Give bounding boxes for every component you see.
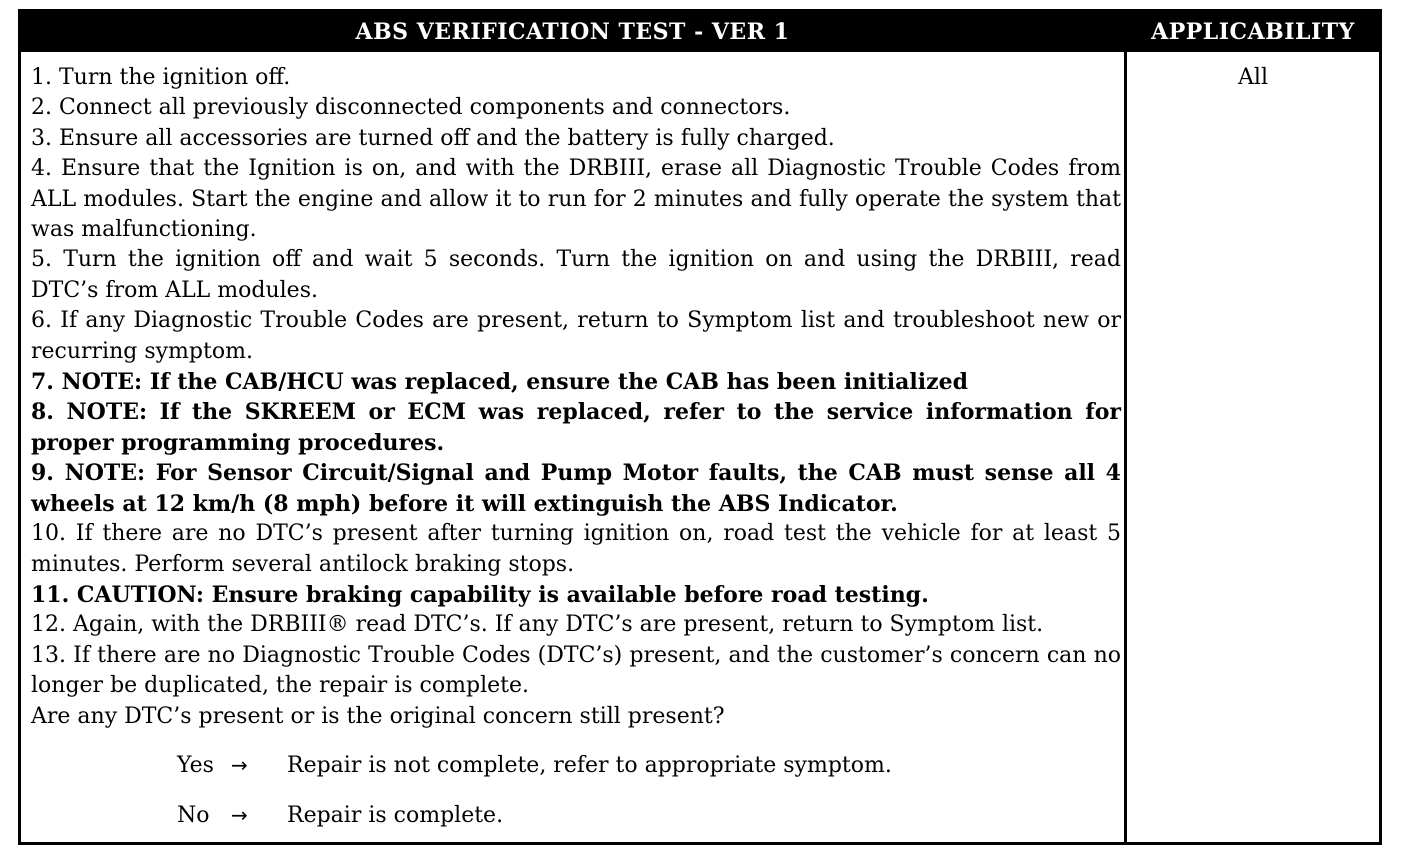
procedure-step: 8. NOTE: If the SKREEM or ECM was replaced, refer to the service information for proper programming procedures. (31, 399, 1121, 456)
answer-no (177, 800, 1121, 850)
procedure-step: 13. If there are no Diagnostic Trouble Codes (DTC’s) present, and the customer’s concern can no longer be duplicated, the repair is complete. (31, 642, 1121, 699)
procedure-step: 11. CAUTION: Ensure braking capability is available before road testing. (31, 581, 929, 608)
procedure-table (18, 9, 1382, 845)
answer-no-label: No (177, 802, 210, 828)
arrow-right-icon: → (231, 802, 248, 827)
answer-list (177, 750, 1121, 850)
answer-yes-result: Repair is not complete, refer to appropriate symptom. (287, 752, 892, 778)
procedure-step: 3. Ensure all accessories are turned off and the battery is fully charged. (31, 125, 835, 151)
procedure-step: 1. Turn the ignition off. (31, 65, 291, 90)
procedure-step: 5. Turn the ignition off and wait 5 seconds. Turn the ignition on and using the DRBIII, read DTC’s from ALL modules. (31, 247, 1121, 303)
procedure-step: 7. NOTE: If the CAB/HCU was replaced, ensure the CAB has been initialized (31, 369, 968, 396)
procedure-steps (31, 63, 1121, 850)
procedure-step: 4. Ensure that the Ignition is on, and with the DRBIII, erase all Diagnostic Trouble Codes from ALL modules. Start the engine and allow it to run for 2 minutes and fully operate the system that was malfunctioning. (31, 156, 1121, 243)
question-text: Are any DTC’s present or is the original concern still present? (31, 703, 725, 729)
answer-no-result: Repair is complete. (287, 802, 504, 828)
answer-yes (177, 750, 1121, 800)
procedure-step: 12. Again, with the DRBIII® read DTC’s. If any DTC’s are present, return to Symptom list. (31, 612, 1044, 638)
test-title: ABS VERIFICATION TEST - VER 1 (355, 19, 790, 45)
answer-yes-label: Yes (177, 752, 214, 778)
procedure-step: 9. NOTE: For Sensor Circuit/Signal and Pump Motor faults, the CAB must sense all 4 wheels at 12 km/h (8 mph) before it will extinguish the ABS Indicator. (31, 460, 1121, 517)
procedure-step: 2. Connect all previously disconnected components and connectors. (31, 95, 791, 121)
arrow-right-icon: → (231, 752, 248, 777)
applicability-value: All (1238, 65, 1268, 90)
procedure-step: 10. If there are no DTC’s present after turning ignition on, road test the vehicle for at least 5 minutes. Perform several antilock braking stops. (31, 521, 1121, 577)
column-divider (1124, 52, 1127, 842)
applicability-header: APPLICABILITY (1151, 19, 1355, 45)
table-header (21, 12, 1379, 52)
procedure-step: 6. If any Diagnostic Trouble Codes are present, return to Symptom list and troubleshoot new or recurring symptom. (31, 308, 1121, 364)
steps-list (31, 63, 1121, 702)
